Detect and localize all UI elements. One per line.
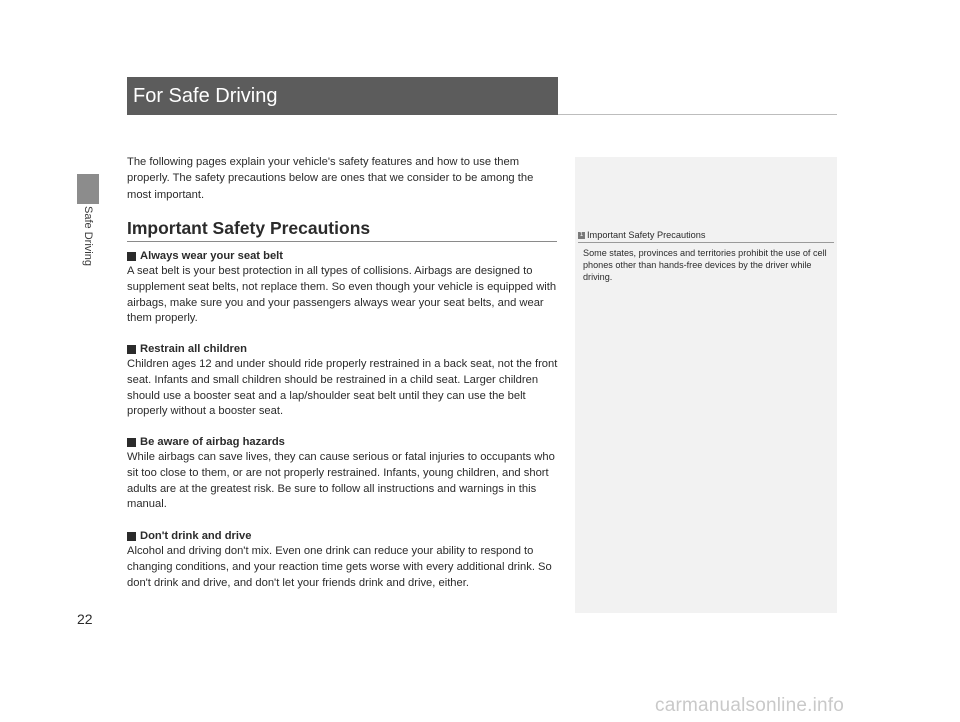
- note-reference-icon: 1: [579, 231, 584, 238]
- square-bullet-icon: [127, 345, 136, 354]
- precaution-item-children: [127, 341, 559, 420]
- section-heading: Important Safety Precautions: [127, 218, 371, 238]
- square-bullet-icon: [127, 532, 136, 541]
- sidebar-note-title: Important Safety Precautions: [587, 230, 706, 240]
- precaution-body: Alcohol and driving don't mix. Even one drink can reduce your ability to respond to changing conditions, and your reaction time gets worse with every additional drink. So don't drink and drive, and don't let your friends drink and drive, either.: [127, 545, 552, 589]
- precaution-item-drink-drive: [127, 528, 559, 591]
- precaution-heading: Restrain all children: [140, 343, 247, 355]
- precaution-heading: Always wear your seat belt: [140, 250, 284, 262]
- precaution-body: While airbags can save lives, they can cause serious or fatal injuries to occupants who sit too close to them, or are not properly restrained. Infants, young children, and short adults are at the greatest risk. Be sure to follow all instructions and warnings in this manual.: [127, 451, 555, 511]
- sidebar-note-heading: [578, 230, 834, 240]
- title-divider: [558, 114, 837, 115]
- sidebar-note-body: Some states, provinces and territories prohibit the use of cell phones other than hands-free devices by the driver while driving.: [583, 248, 827, 283]
- sidebar-note-divider: [578, 242, 834, 243]
- sidebar-notes-panel: [575, 157, 837, 613]
- precaution-body: Children ages 12 and under should ride properly restrained in a back seat, not the front seat. Infants and small children should be restrained in a child seat. Larger children should use a booster seat and a lap/shoulder seat belt until they can use the belt properly without a booster seat.: [127, 358, 558, 418]
- page-title: For Safe Driving: [127, 77, 558, 115]
- precaution-item-seat-belt: [127, 248, 559, 327]
- page-number: 22: [77, 611, 93, 627]
- side-section-label: Safe Driving: [82, 206, 94, 266]
- section-tab-marker: [77, 174, 99, 204]
- precaution-item-airbags: [127, 434, 559, 513]
- watermark: carmanualsonline.info: [655, 695, 845, 716]
- precaution-body: A seat belt is your best protection in all types of collisions. Airbags are designed to supplement seat belts, not replace them. So even though your vehicle is equipped with airbags, make sure you and your passengers always wear your seat belts, and wear them properly.: [127, 265, 557, 325]
- section-divider: [127, 241, 557, 242]
- precaution-heading: Don't drink and drive: [140, 530, 252, 542]
- intro-paragraph: The following pages explain your vehicle's safety features and how to use them properly. The safety precautions below are ones that we consider to be among the most important.: [127, 156, 534, 201]
- precaution-heading: Be aware of airbag hazards: [140, 436, 285, 448]
- square-bullet-icon: [127, 438, 136, 447]
- square-bullet-icon: [127, 252, 136, 261]
